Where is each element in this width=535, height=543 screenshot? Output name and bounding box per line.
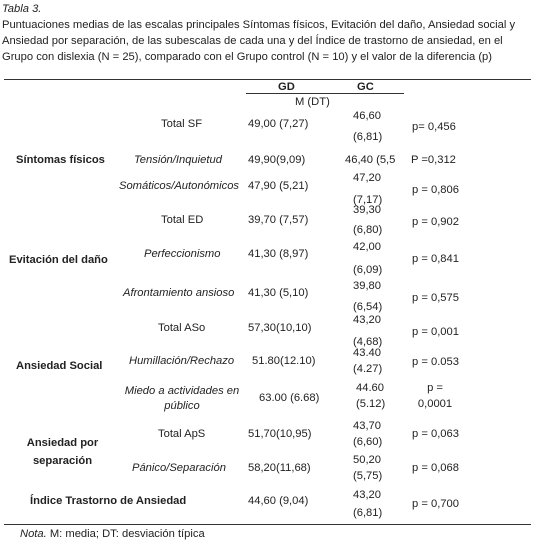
caption-line-1: Puntuaciones medias de las escalas principales Síntomas físicos, Evitación del daño, Ansiedad social y xyxy=(2,19,516,31)
p-value: p = 0,068 xyxy=(412,462,459,474)
table-note xyxy=(20,528,205,541)
gc-sd: (6,60) xyxy=(353,436,383,448)
group-ansiedad-social: Ansiedad Social xyxy=(16,360,103,372)
header-rule xyxy=(246,93,404,94)
p-value: P =0,312 xyxy=(411,154,456,166)
note-prefix: Nota. xyxy=(20,528,47,540)
row-label: Total SF xyxy=(161,118,203,130)
p-value: p = 0,575 xyxy=(412,292,459,304)
m-dt-subheader: M (DT) xyxy=(295,96,330,108)
row-label: Total ASo xyxy=(158,322,206,334)
row-label: Total ED xyxy=(161,214,204,226)
group-indice-trastorno: Índice Trastorno de Ansiedad xyxy=(30,495,187,507)
gd-value: 41,30 (8,97) xyxy=(248,248,309,260)
p-value: p= 0,456 xyxy=(412,121,456,133)
gc-sd: (5.12) xyxy=(356,398,386,410)
gc-header: GC xyxy=(357,81,374,93)
caption-line-2: Ansiedad por separación, de las subescalas de cada una y del Índice de trastorno de ansiedad, en el xyxy=(2,35,503,47)
row-label: Tensión/Inquietud xyxy=(134,154,222,166)
group-ansiedad-separacion-1: Ansiedad por xyxy=(26,437,99,449)
row-label: Pánico/Separación xyxy=(132,462,226,474)
gc-mean: 39,30 xyxy=(353,204,381,216)
gc-sd: (5,75) xyxy=(353,470,383,482)
gc-sd: (4.27) xyxy=(353,363,383,375)
p-value: p = xyxy=(427,382,443,394)
gc-mean: 46,40 (5,5 xyxy=(345,154,396,166)
gc-sd: (6,80) xyxy=(353,224,383,236)
gd-value: 41,30 (5,10) xyxy=(248,287,309,299)
caption-line-3: Grupo con dislexia (N = 25), comparado con el Grupo control (N = 10) y el valor de la diferencia (p) xyxy=(2,51,492,63)
gc-sd: (6,54) xyxy=(353,301,383,313)
p-value: p = 0,063 xyxy=(412,428,459,440)
p-value: p = 0,841 xyxy=(412,253,459,265)
gd-value: 47,90 (5,21) xyxy=(248,180,309,192)
row-label: Humillación/Rechazo xyxy=(129,355,235,367)
gd-header: GD xyxy=(278,81,295,93)
row-label: Afrontamiento ansioso xyxy=(123,287,235,299)
gd-value: 39,70 (7,57) xyxy=(248,214,309,226)
note-text: M: media; DT: desviación típica xyxy=(46,528,205,540)
gc-sd: (7,17) xyxy=(353,194,383,206)
gd-value: 51,70(10,95) xyxy=(248,428,312,440)
row-label-continued: público xyxy=(164,400,200,412)
gd-value: 49,00 (7,27) xyxy=(248,118,309,130)
gd-value: 58,20(11,68) xyxy=(248,462,311,474)
gc-mean: 44.60 xyxy=(356,382,384,394)
gd-value: 51.80(12.10) xyxy=(252,355,316,367)
p-value: p = 0.053 xyxy=(412,356,459,368)
gc-mean: 47,20 xyxy=(353,172,381,184)
row-label: Total ApS xyxy=(158,428,206,440)
row-label: Perfeccionismo xyxy=(144,248,221,260)
gc-mean: 46,60 xyxy=(353,110,381,122)
gc-mean: 50,20 xyxy=(353,454,381,466)
gd-value: 63.00 (6.68) xyxy=(259,392,320,404)
bottom-rule xyxy=(4,524,531,525)
gc-mean: 43,20 xyxy=(353,314,381,326)
table-label: Tabla 3. xyxy=(2,3,42,15)
gc-mean: 43,70 xyxy=(353,420,381,432)
row-label: Miedo a actividades en xyxy=(124,385,240,397)
gc-sd: (6,81) xyxy=(353,507,383,519)
p-value: p = 0,001 xyxy=(412,326,459,338)
gd-value: 44,60 (9,04) xyxy=(248,495,309,507)
group-sintomas-fisicos: Síntomas físicos xyxy=(16,154,105,166)
gc-mean: 43.40 xyxy=(353,347,381,359)
gc-mean: 39,80 xyxy=(353,280,381,292)
p-value: p = 0,700 xyxy=(412,498,459,510)
group-ansiedad-separacion-2: separación xyxy=(32,455,93,467)
gd-value: 49,90(9,09) xyxy=(248,154,306,166)
p-value: p = 0,806 xyxy=(412,184,459,196)
p-value-continued: 0,0001 xyxy=(417,398,453,410)
top-rule xyxy=(4,79,531,80)
p-value: p = 0,902 xyxy=(412,216,459,228)
row-label: Somáticos/Autonómicos xyxy=(119,180,240,192)
gc-sd: (6,09) xyxy=(353,264,383,276)
group-evitacion-dano: Evitación del daño xyxy=(9,254,108,266)
gc-mean: 43,20 xyxy=(353,489,381,501)
gc-sd: (4,68) xyxy=(353,336,383,348)
gc-sd: (6,81) xyxy=(353,131,383,143)
gc-mean: 42,00 xyxy=(353,241,381,253)
gd-value: 57,30(10,10) xyxy=(248,322,312,334)
